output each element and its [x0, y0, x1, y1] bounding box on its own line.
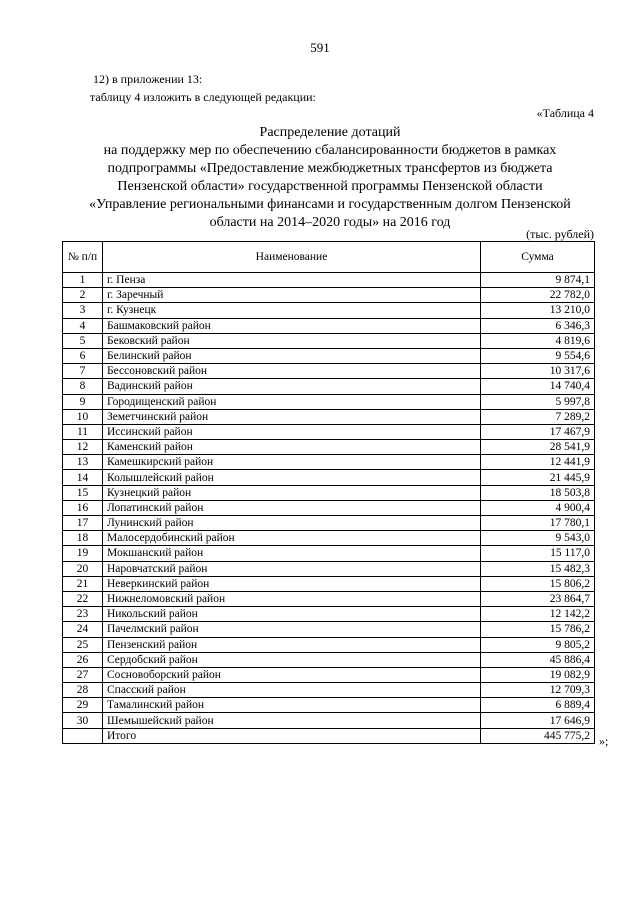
header-sum: Сумма	[481, 242, 595, 273]
cell-num	[63, 728, 103, 743]
cell-sum: 9 554,6	[481, 348, 595, 363]
cell-name: Неверкинский район	[103, 576, 481, 591]
cell-num: 14	[63, 470, 103, 485]
cell-sum: 28 541,9	[481, 440, 595, 455]
cell-name: Шемышейский район	[103, 713, 481, 728]
amendment-instruction: таблицу 4 изложить в следующей редакции:	[90, 90, 316, 104]
cell-sum: 4 900,4	[481, 500, 595, 515]
cell-name: г. Кузнецк	[103, 303, 481, 318]
units-label: (тыс. рублей)	[526, 227, 594, 241]
table-title	[60, 124, 600, 232]
cell-num: 25	[63, 637, 103, 652]
cell-sum: 12 142,2	[481, 607, 595, 622]
cell-num: 4	[63, 318, 103, 333]
cell-sum: 15 806,2	[481, 576, 595, 591]
table-row	[63, 516, 595, 531]
cell-sum: 15 117,0	[481, 546, 595, 561]
cell-num: 9	[63, 394, 103, 409]
cell-name: Никольский район	[103, 607, 481, 622]
table-row	[63, 455, 595, 470]
cell-sum: 17 646,9	[481, 713, 595, 728]
cell-name: Сердобский район	[103, 652, 481, 667]
cell-name: Малосердобинский район	[103, 531, 481, 546]
title-line: Распределение дотаций	[259, 125, 401, 140]
cell-sum: 5 997,8	[481, 394, 595, 409]
table-row	[63, 637, 595, 652]
cell-num: 17	[63, 516, 103, 531]
cell-sum: 13 210,0	[481, 303, 595, 318]
table-row	[63, 424, 595, 439]
cell-name: Сосновоборский район	[103, 667, 481, 682]
cell-name: Кузнецкий район	[103, 485, 481, 500]
table-row	[63, 667, 595, 682]
cell-name: Спасский район	[103, 683, 481, 698]
cell-num: 21	[63, 576, 103, 591]
table-total-row	[63, 728, 595, 743]
cell-name: Башмаковский район	[103, 318, 481, 333]
cell-num: 1	[63, 273, 103, 288]
table-row	[63, 470, 595, 485]
cell-sum: 9 805,2	[481, 637, 595, 652]
cell-name: Каменский район	[103, 440, 481, 455]
table-row	[63, 591, 595, 606]
cell-sum: 17 467,9	[481, 424, 595, 439]
cell-name: Лунинский район	[103, 516, 481, 531]
table-row	[63, 607, 595, 622]
cell-num: 26	[63, 652, 103, 667]
cell-name: Мокшанский район	[103, 546, 481, 561]
cell-name: Белинский район	[103, 348, 481, 363]
cell-num: 27	[63, 667, 103, 682]
cell-num: 29	[63, 698, 103, 713]
cell-sum: 23 864,7	[481, 591, 595, 606]
table-reference: «Таблица 4	[536, 106, 594, 120]
cell-num: 12	[63, 440, 103, 455]
cell-name: Городищенский район	[103, 394, 481, 409]
table-row	[63, 576, 595, 591]
cell-sum: 12 441,9	[481, 455, 595, 470]
cell-name: Пачелмский район	[103, 622, 481, 637]
cell-sum: 21 445,9	[481, 470, 595, 485]
cell-num: 28	[63, 683, 103, 698]
cell-name: Земетчинский район	[103, 409, 481, 424]
title-line: «Управление региональными финансами и государственным долгом Пензенской	[89, 197, 571, 212]
cell-num: 13	[63, 455, 103, 470]
table-row	[63, 303, 595, 318]
cell-sum: 45 886,4	[481, 652, 595, 667]
cell-sum: 15 786,2	[481, 622, 595, 637]
table-header-row	[63, 242, 595, 273]
table-row	[63, 683, 595, 698]
cell-sum: 445 775,2	[481, 728, 595, 743]
cell-name: Тамалинский район	[103, 698, 481, 713]
title-line: области на 2014–2020 годы» на 2016 год	[209, 215, 451, 230]
cell-name: г. Заречный	[103, 288, 481, 303]
table-row	[63, 546, 595, 561]
table-body	[63, 273, 595, 744]
table-row	[63, 713, 595, 728]
title-line: Пензенской области» государственной программы Пензенской области	[117, 179, 543, 194]
cell-num: 15	[63, 485, 103, 500]
cell-num: 5	[63, 333, 103, 348]
cell-name: Пензенский район	[103, 637, 481, 652]
cell-name: Колышлейский район	[103, 470, 481, 485]
title-line: подпрограммы «Предоставление межбюджетных трансфертов из бюджета	[107, 161, 553, 176]
cell-sum: 17 780,1	[481, 516, 595, 531]
table-row	[63, 622, 595, 637]
cell-num: 30	[63, 713, 103, 728]
table-row	[63, 561, 595, 576]
cell-num: 6	[63, 348, 103, 363]
cell-name: Итого	[103, 728, 481, 743]
table-row	[63, 394, 595, 409]
cell-sum: 7 289,2	[481, 409, 595, 424]
cell-num: 22	[63, 591, 103, 606]
grants-table	[62, 241, 595, 744]
closing-mark: »;	[599, 734, 609, 748]
cell-num: 20	[63, 561, 103, 576]
cell-sum: 4 819,6	[481, 333, 595, 348]
title-line: на поддержку мер по обеспечению сбалансированности бюджетов в рамках	[103, 143, 557, 158]
page-number: 591	[310, 40, 330, 55]
cell-num: 19	[63, 546, 103, 561]
cell-sum: 10 317,6	[481, 364, 595, 379]
cell-num: 2	[63, 288, 103, 303]
amendment-item: 12) в приложении 13:	[93, 72, 203, 86]
cell-name: Иссинский район	[103, 424, 481, 439]
cell-num: 23	[63, 607, 103, 622]
table-row	[63, 652, 595, 667]
cell-sum: 9 543,0	[481, 531, 595, 546]
header-name: Наименование	[103, 242, 481, 273]
cell-sum: 18 503,8	[481, 485, 595, 500]
table-row	[63, 531, 595, 546]
table-row	[63, 288, 595, 303]
cell-sum: 22 782,0	[481, 288, 595, 303]
cell-name: Бековский район	[103, 333, 481, 348]
table-row	[63, 698, 595, 713]
cell-name: Бессоновский район	[103, 364, 481, 379]
cell-sum: 14 740,4	[481, 379, 595, 394]
cell-name: Лопатинский район	[103, 500, 481, 515]
table-row	[63, 379, 595, 394]
cell-num: 16	[63, 500, 103, 515]
table-row	[63, 485, 595, 500]
cell-num: 10	[63, 409, 103, 424]
cell-name: Камешкирский район	[103, 455, 481, 470]
cell-num: 11	[63, 424, 103, 439]
table-row	[63, 348, 595, 363]
cell-num: 7	[63, 364, 103, 379]
table-row	[63, 500, 595, 515]
cell-name: Вадинский район	[103, 379, 481, 394]
cell-num: 24	[63, 622, 103, 637]
cell-name: Наровчатский район	[103, 561, 481, 576]
cell-sum: 12 709,3	[481, 683, 595, 698]
cell-name: г. Пенза	[103, 273, 481, 288]
cell-sum: 15 482,3	[481, 561, 595, 576]
cell-sum: 6 346,3	[481, 318, 595, 333]
header-num: № п/п	[63, 242, 103, 273]
cell-num: 18	[63, 531, 103, 546]
cell-num: 3	[63, 303, 103, 318]
table-row	[63, 364, 595, 379]
cell-sum: 6 889,4	[481, 698, 595, 713]
table-row	[63, 409, 595, 424]
table-row	[63, 318, 595, 333]
table-row	[63, 273, 595, 288]
table-row	[63, 440, 595, 455]
cell-sum: 19 082,9	[481, 667, 595, 682]
cell-sum: 9 874,1	[481, 273, 595, 288]
cell-name: Нижнеломовский район	[103, 591, 481, 606]
table-row	[63, 333, 595, 348]
cell-num: 8	[63, 379, 103, 394]
